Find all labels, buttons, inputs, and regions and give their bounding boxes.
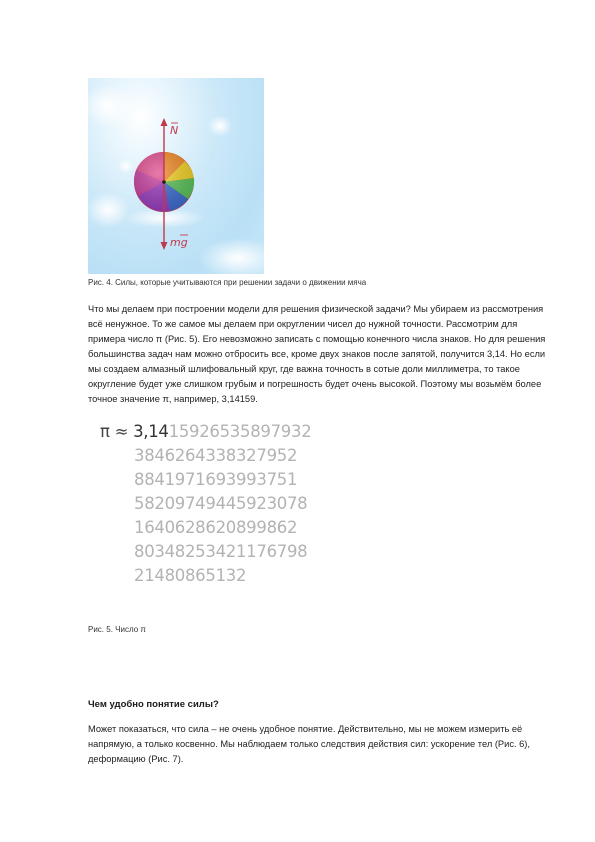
paragraph-force-concept: Может показаться, что сила – не очень удобное понятие. Действительно, мы не можем измерить её напрямую, а только косвенно. Мы наблюдаем только следствия действия сил: ускорение тел (Рис. 6), деформацию (Рис. 7). bbox=[88, 724, 530, 764]
pi-digits-row: 15926535897932 bbox=[168, 422, 312, 441]
cloud-glow bbox=[88, 192, 130, 228]
cloud-glow bbox=[208, 115, 232, 137]
pi-digits-row: 80348253421176798 bbox=[134, 542, 308, 561]
pi-symbol: π bbox=[100, 422, 110, 441]
pi-digits-row: 8841971693993751 bbox=[134, 470, 298, 489]
center-of-mass-dot bbox=[162, 180, 166, 184]
figure-pi-digits bbox=[100, 422, 350, 597]
pi-digits-row: 3846264338327952 bbox=[134, 446, 298, 465]
pi-digits-row: 21480865132 bbox=[134, 566, 247, 585]
gravity-force-label: mg bbox=[170, 236, 188, 249]
figure-ball-forces bbox=[88, 78, 264, 274]
pi-integer-part: 3,14 bbox=[133, 422, 169, 441]
cloud-glow bbox=[88, 84, 134, 128]
figure-4-caption: Рис. 4. Силы, которые учитываются при решении задачи о движении мяча bbox=[88, 278, 367, 287]
section-heading: Чем удобно понятие силы? bbox=[88, 699, 219, 710]
gravity-force-arrowhead bbox=[161, 242, 168, 250]
normal-force-arrowhead bbox=[161, 118, 168, 126]
pi-first-line bbox=[100, 422, 311, 441]
normal-force-label: N bbox=[170, 124, 179, 137]
pi-digits-row: 1640628620899862 bbox=[134, 518, 298, 537]
cloud-glow bbox=[198, 238, 264, 274]
ball-forces-illustration bbox=[88, 78, 264, 274]
figure-5-caption: Рис. 5. Число π bbox=[88, 625, 146, 634]
paragraph-rounding: Что мы делаем при построении модели для решения физической задачи? Мы убираем из рассмотрения всё ненужное. То же самое мы делаем при округлении чисел до нужной точности. Рассмотрим для примера число π (Рис. 5). Его невозможно записать с помощью конечного числа знаков. Но для решения большинства задач нам можно отбросить все, кроме двух знаков после запятой, получится 3,14. Но если мы создаем алмазный шлифовальный круг, где важна точность в сотые доли миллиметра, то такое округление будет уже слишком грубым и погрешность будет очень высокой. Поэтому мы возьмём более точное значение π, например, 3,14159. bbox=[88, 304, 546, 404]
cloud-glow bbox=[118, 159, 134, 173]
approx-symbol: ≈ bbox=[114, 422, 129, 441]
pi-digits-row: 58209749445923078 bbox=[134, 494, 308, 513]
